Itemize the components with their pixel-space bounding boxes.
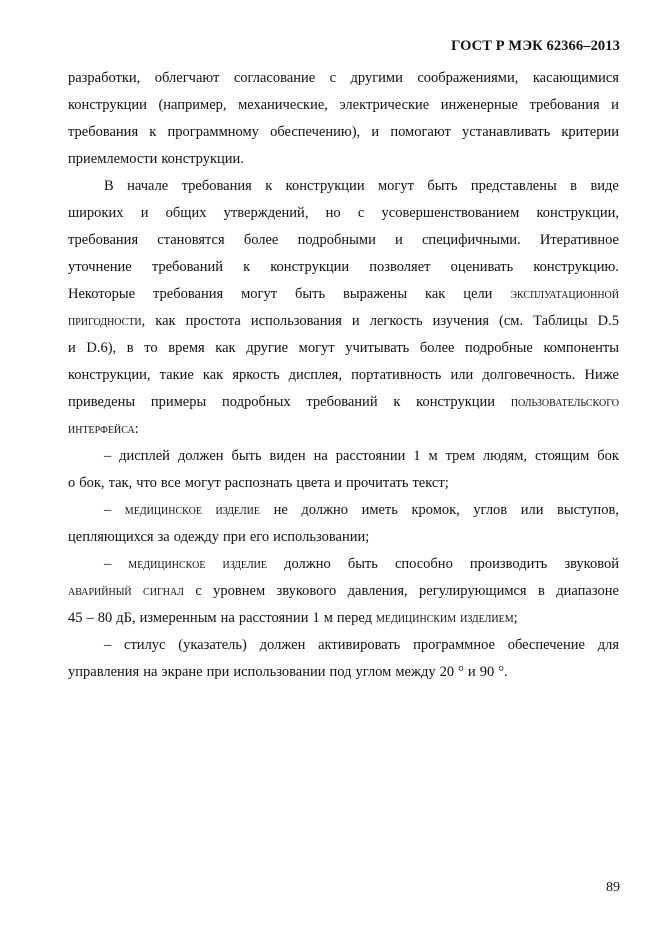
document-header: ГОСТ Р МЭК 62366–2013	[451, 38, 620, 54]
text-line: интерфейса:	[68, 421, 139, 437]
text-line: приведены примеры подробных требований к конструкции пользовательского	[68, 394, 619, 410]
text-line: и D.6), в то время как другие могут учитывать более подробные компоненты	[68, 340, 619, 356]
text-line: 45 – 80 дБ, измеренным на расстоянии 1 м перед медицинским изделием;	[68, 610, 518, 626]
text-line: – дисплей должен быть виден на расстоянии 1 м трем людям, стоящим бок	[104, 448, 619, 464]
text-line: требования становятся более подробными и специфичными. Итеративное	[68, 232, 619, 248]
text-line: о бок, так, что все могут распознать цвета и прочитать текст;	[68, 475, 449, 491]
text-line: Некоторые требования могут быть выражены как цели эксплуатационной	[68, 286, 619, 302]
text-line: В начале требования к конструкции могут быть представлены в виде	[104, 178, 619, 194]
text-line: – стилус (указатель) должен активировать программное обеспечение для	[104, 637, 619, 653]
text-line: конструкции, такие как яркость дисплея, портативность или долговечность. Ниже	[68, 367, 619, 383]
text-line: приемлемости конструкции.	[68, 151, 244, 167]
text-line: разработки, облегчают согласование с другими соображениями, касающимися	[68, 70, 619, 86]
text-line: широких и общих утверждений, но с усовершенствованием конструкции,	[68, 205, 619, 221]
text-line: требования к программному обеспечению), и помогают устанавливать критерии	[68, 124, 619, 140]
text-line: уточнение требований к конструкции позволяет оценивать конструкцию.	[68, 259, 619, 275]
text-line: – медицинское изделие не должно иметь кромок, углов или выступов,	[104, 502, 619, 518]
text-line: цепляющихся за одежду при его использовании;	[68, 529, 370, 545]
page-number: 89	[606, 880, 620, 895]
text-line: – медицинское изделие должно быть способно производить звуковой	[104, 556, 619, 572]
text-line: управления на экране при использовании под углом между 20 ° и 90 °.	[68, 664, 508, 680]
text-line: аварийный сигнал с уровнем звукового давления, регулирующимся в диапазоне	[68, 583, 619, 599]
text-line: пригодности, как простота использования и легкость изучения (см. Таблицы D.5	[68, 313, 619, 329]
text-line: конструкции (например, механические, электрические инженерные требования и	[68, 97, 619, 113]
